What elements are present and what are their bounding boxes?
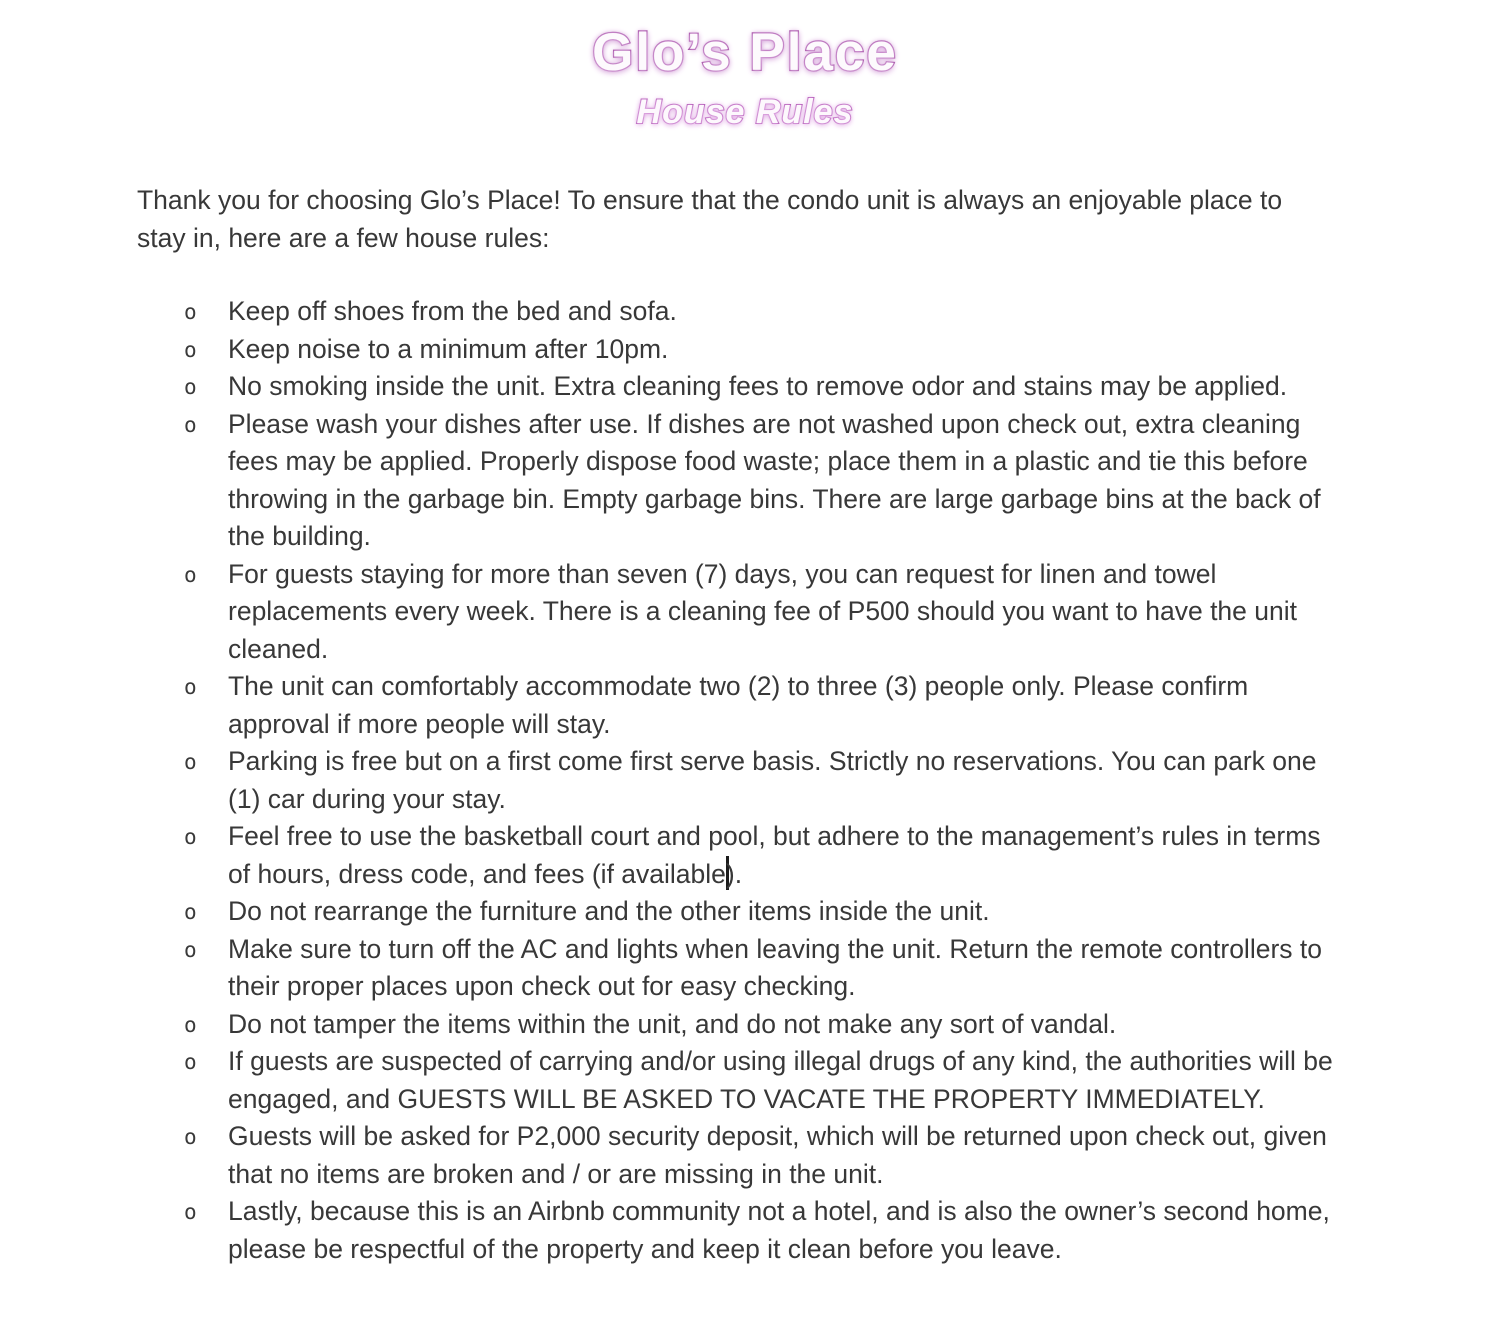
rule-item bbox=[184, 1118, 1340, 1193]
rule-text: Please wash your dishes after use. If dishes are not washed upon check out, extra cleaning fees may be applied. Properly dispose food waste; place them in a plastic and tie this before throwing in the garbage bin. Empty garbage bins. There are large garbage bins at the back of the building. bbox=[228, 408, 1321, 551]
bullet-marker: o bbox=[184, 337, 197, 362]
rule-text: Parking is free but on a first come first serve basis. Strictly no reservations. You can park one (1) car during your stay. bbox=[228, 746, 1317, 814]
bullet-marker: o bbox=[184, 562, 197, 587]
document-title: Glo’s Place bbox=[592, 23, 898, 82]
rule-text: If guests are suspected of carrying and/or using illegal drugs of any kind, the authorities will be engaged, and GUESTS WILL BE ASKED TO VACATE THE PROPERTY IMMEDIATELY. bbox=[228, 1046, 1333, 1114]
bullet-marker: o bbox=[184, 750, 197, 774]
bullet-marker: o bbox=[184, 412, 197, 437]
document-subtitle: House Rules bbox=[636, 93, 854, 131]
bullet-marker: o bbox=[184, 900, 197, 925]
bullet-marker: o bbox=[184, 937, 197, 962]
rule-item bbox=[184, 368, 1340, 406]
rule-item bbox=[184, 668, 1340, 743]
rule-text: No smoking inside the unit. Extra cleaning fees to remove odor and stains may be applied. bbox=[228, 371, 1288, 401]
rule-text: Lastly, because this is an Airbnb community not a hotel, and is also the owner’s second home, please be respectful of the property and keep it clean before you leave. bbox=[228, 1196, 1330, 1264]
bullet-marker: o bbox=[184, 1200, 197, 1225]
rule-text: Feel free to use the basketball court and pool, but adhere to the management’s rules in terms of hours, dress code, and fees (if available). bbox=[228, 821, 1321, 889]
rule-item bbox=[184, 556, 1340, 669]
bullet-marker: o bbox=[184, 675, 197, 699]
rule-text: Keep off shoes from the bed and sofa. bbox=[228, 296, 677, 326]
rule-text: Make sure to turn off the AC and lights when leaving the unit. Return the remote controllers to their proper places upon check out for easy checking. bbox=[228, 933, 1322, 1002]
rule-text: Guests will be asked for P2,000 security deposit, which will be returned upon check out, given that no items are broken and / or are missing in the unit. bbox=[228, 1121, 1327, 1189]
rule-item bbox=[184, 743, 1340, 818]
bullet-marker: o bbox=[184, 1012, 197, 1037]
rule-item bbox=[184, 818, 1340, 893]
rule-text: Do not rearrange the furniture and the other items inside the unit. bbox=[228, 896, 990, 927]
rule-item bbox=[184, 931, 1340, 1006]
rule-item bbox=[184, 406, 1340, 556]
rule-item bbox=[184, 331, 1340, 369]
rules-list bbox=[0, 293, 1340, 1268]
rule-item bbox=[184, 1043, 1340, 1118]
intro-paragraph: Thank you for choosing Glo’s Place! To ensure that the condo unit is always an enjoyable place to stay in, here are a few house rules: bbox=[137, 185, 1283, 253]
bullet-marker: o bbox=[184, 300, 197, 324]
bullet-marker: o bbox=[184, 375, 197, 399]
rule-text: The unit can comfortably accommodate two (2) to three (3) people only. Please confirm approval if more people will stay. bbox=[228, 671, 1249, 739]
rule-item bbox=[184, 893, 1340, 931]
rule-text: For guests staying for more than seven (7) days, you can request for linen and towel replacements every week. There is a cleaning fee of P500 should you want to have the unit cleaned. bbox=[228, 558, 1297, 664]
bullet-marker: o bbox=[184, 1125, 197, 1150]
bullet-marker: o bbox=[184, 825, 197, 849]
rule-item bbox=[184, 1193, 1340, 1268]
bullet-marker: o bbox=[184, 1050, 197, 1075]
rule-text: Keep noise to a minimum after 10pm. bbox=[228, 333, 669, 364]
rule-text: Do not tamper the items within the unit, and do not make any sort of vandal. bbox=[228, 1008, 1117, 1039]
rule-item bbox=[184, 293, 1340, 331]
rule-item bbox=[184, 1006, 1340, 1044]
